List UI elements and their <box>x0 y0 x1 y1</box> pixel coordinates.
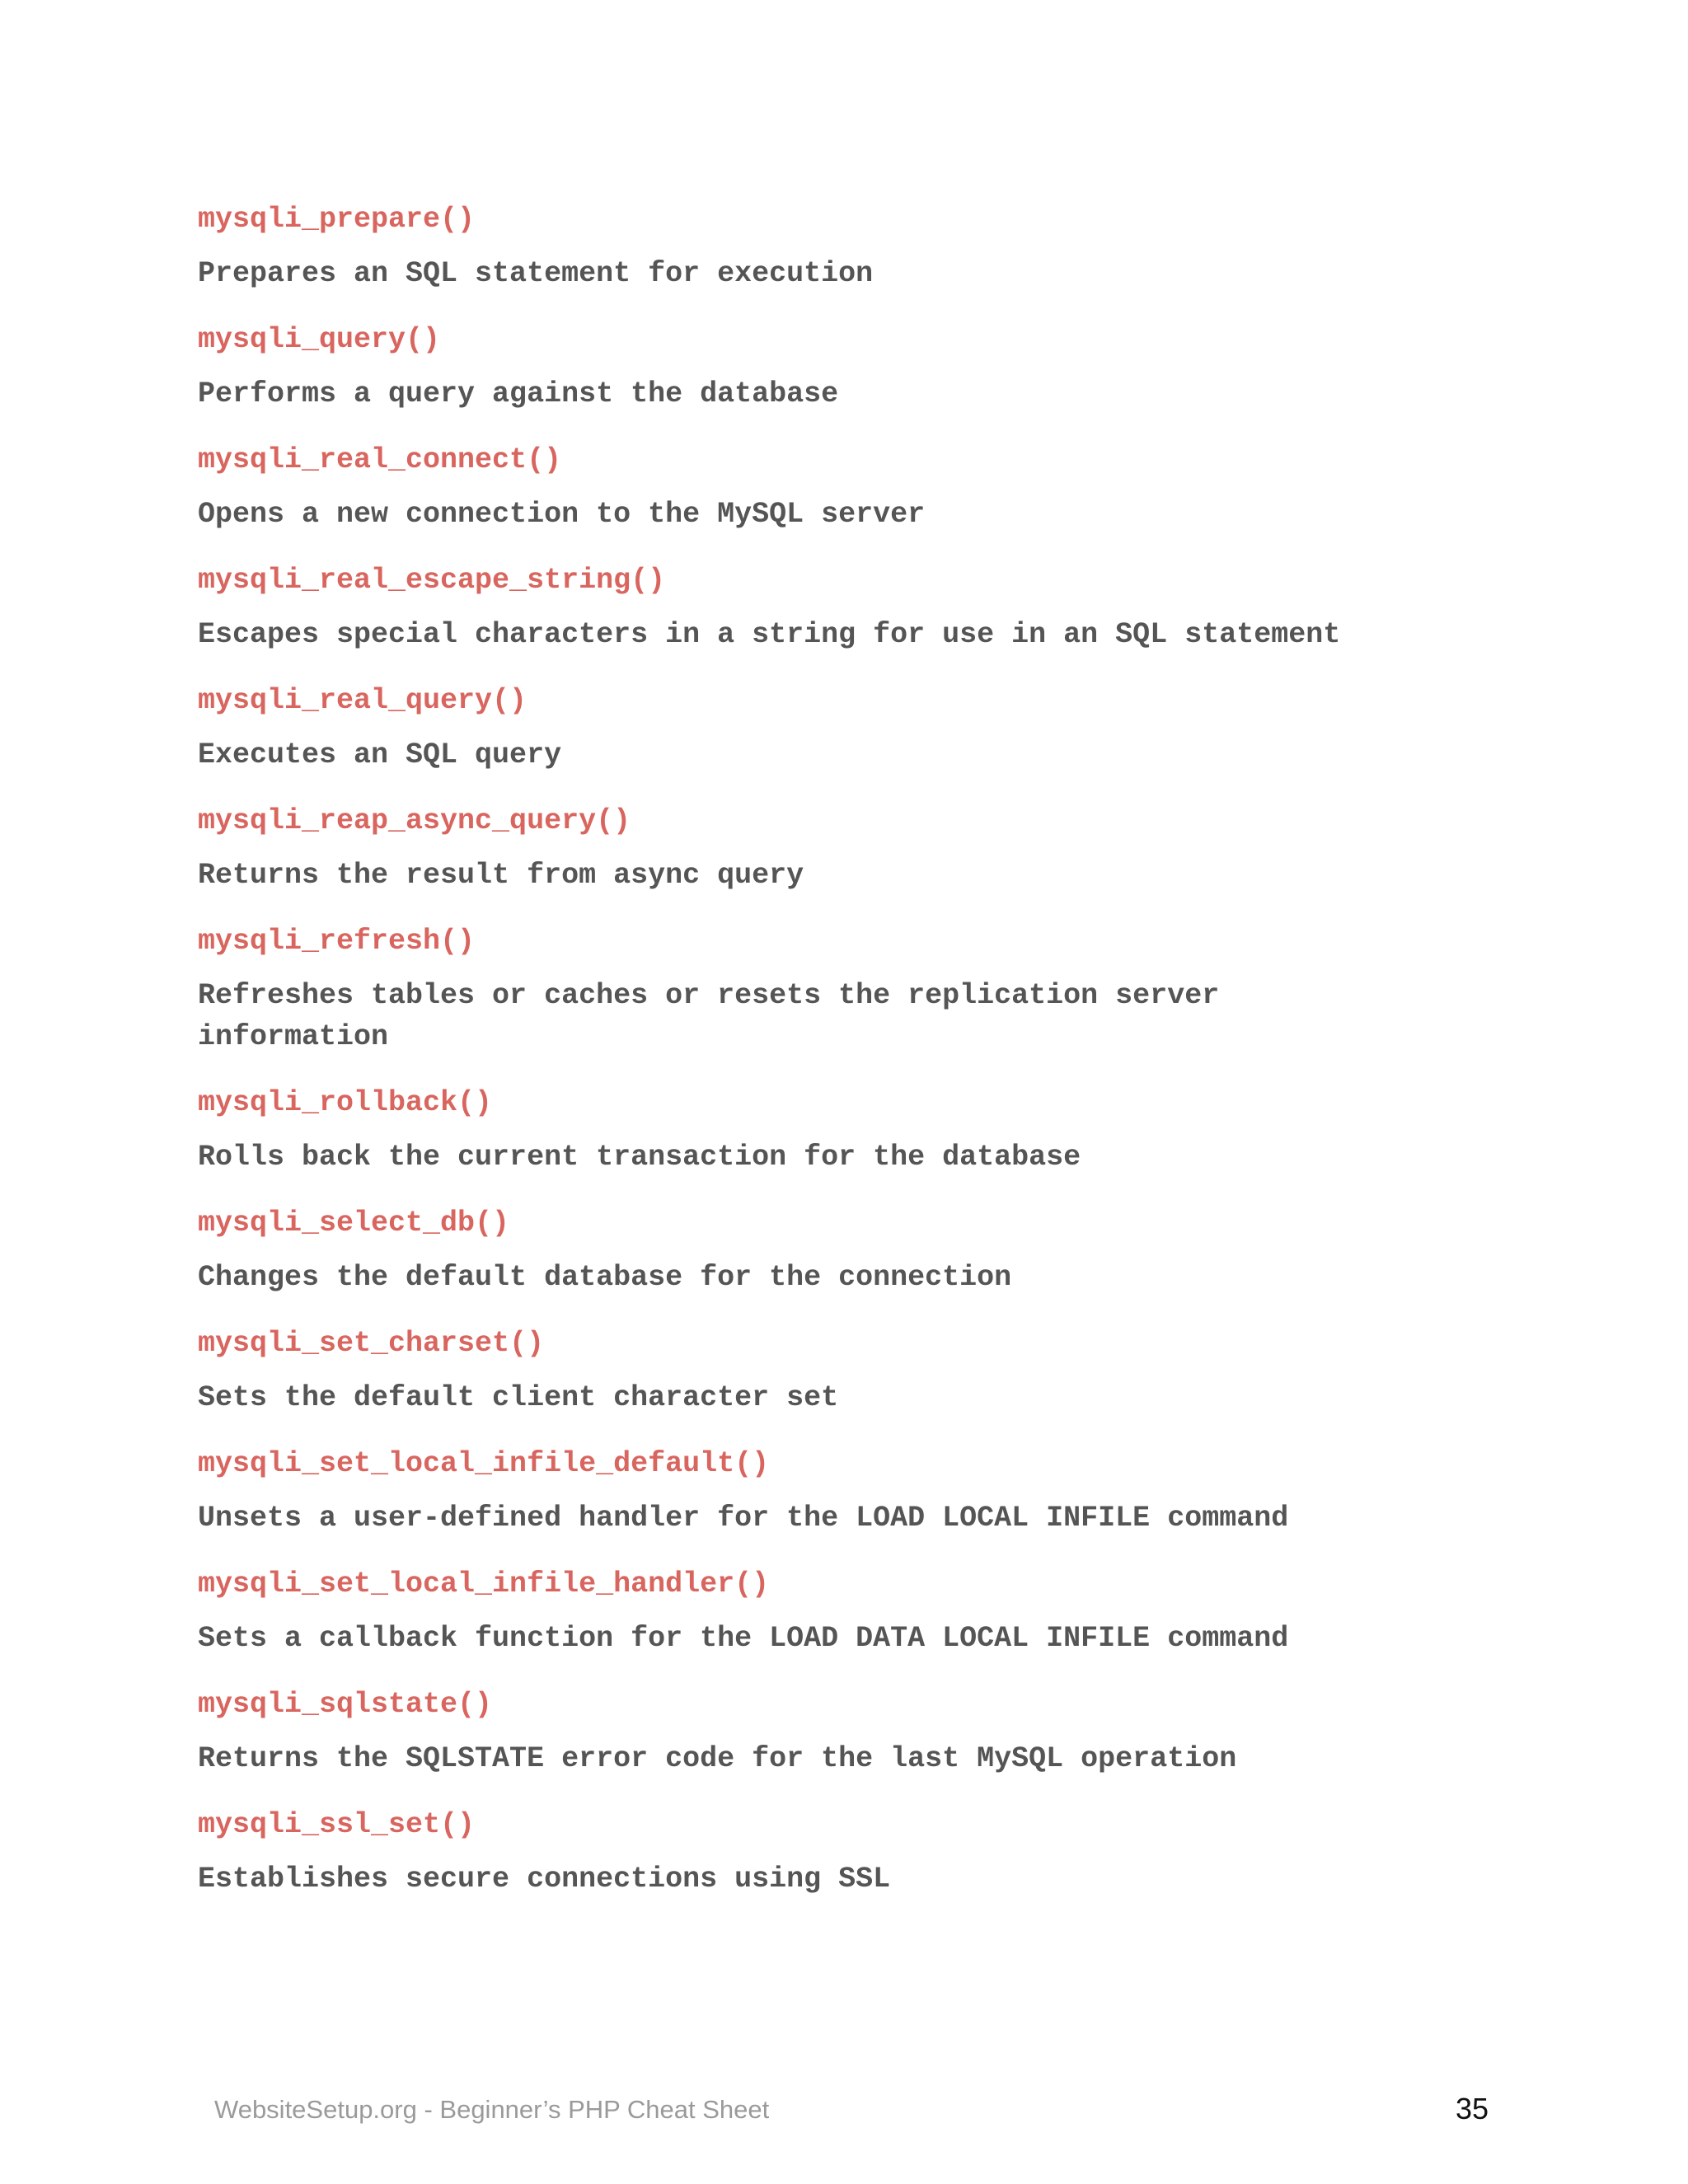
function-name: mysqli_real_connect() <box>198 443 562 476</box>
function-description: Refreshes tables or caches or resets the replication server information <box>198 979 1220 1053</box>
function-name: mysqli_real_query() <box>198 684 528 717</box>
function-name: mysqli_set_local_infile_default() <box>198 1447 770 1480</box>
function-description: Executes an SQL query <box>198 738 562 771</box>
function-entry <box>198 1687 1484 1779</box>
function-name: mysqli_ssl_set() <box>198 1808 476 1841</box>
page-number: 35 <box>1456 2092 1489 2125</box>
function-entry <box>198 1085 1484 1178</box>
function-name: mysqli_sqlstate() <box>198 1688 493 1721</box>
function-description: Returns the result from async query <box>198 859 804 892</box>
function-entry <box>198 202 1484 294</box>
function-name: mysqli_refresh() <box>198 925 476 958</box>
function-entry <box>198 683 1484 776</box>
function-description: Rolls back the current transaction for the database <box>198 1141 1081 1174</box>
function-entry <box>198 804 1484 896</box>
function-description: Sets the default client character set <box>198 1381 839 1414</box>
function-name: mysqli_reap_async_query() <box>198 804 631 837</box>
function-description: Escapes special characters in a string for use in an SQL statement <box>198 618 1341 651</box>
function-name: mysqli_real_escape_string() <box>198 564 666 597</box>
footer-text: WebsiteSetup.org - Beginner’s PHP Cheat Sheet <box>214 2095 770 2124</box>
function-list <box>198 202 1484 1928</box>
function-entry <box>198 563 1484 655</box>
function-description: Opens a new connection to the MySQL server <box>198 498 926 531</box>
function-description: Establishes secure connections using SSL <box>198 1863 891 1896</box>
function-entry <box>198 322 1484 415</box>
function-description: Sets a callback function for the LOAD DATA LOCAL INFILE command <box>198 1622 1289 1655</box>
function-description: Unsets a user-defined handler for the LOAD LOCAL INFILE command <box>198 1502 1289 1535</box>
function-entry <box>198 443 1484 535</box>
function-entry <box>198 1326 1484 1418</box>
function-entry <box>198 924 1484 1057</box>
function-description: Prepares an SQL statement for execution <box>198 257 874 290</box>
function-name: mysqli_prepare() <box>198 203 476 236</box>
function-entry <box>198 1567 1484 1659</box>
function-description: Changes the default database for the connection <box>198 1261 1012 1294</box>
function-name: mysqli_set_charset() <box>198 1327 545 1360</box>
function-name: mysqli_set_local_infile_handler() <box>198 1568 770 1601</box>
function-entry <box>198 1807 1484 1900</box>
function-description: Returns the SQLSTATE error code for the last MySQL operation <box>198 1742 1237 1775</box>
function-entry <box>198 1206 1484 1298</box>
function-entry <box>198 1446 1484 1539</box>
function-description: Performs a query against the database <box>198 377 839 410</box>
function-name: mysqli_query() <box>198 323 441 356</box>
function-name: mysqli_select_db() <box>198 1207 510 1240</box>
function-name: mysqli_rollback() <box>198 1086 493 1119</box>
